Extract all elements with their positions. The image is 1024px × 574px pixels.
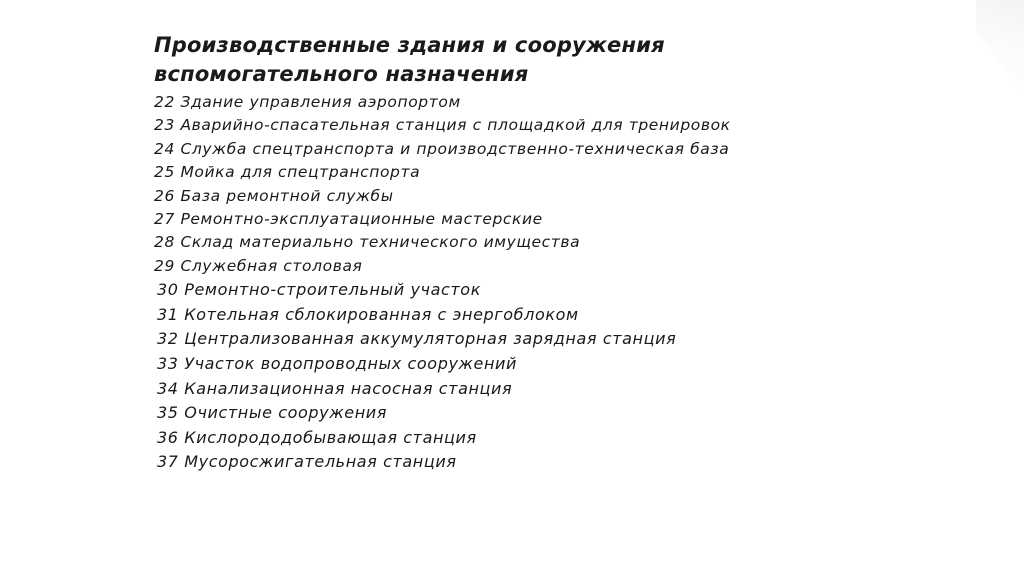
list-item: 23 Аварийно-спасательная станция с площадкой для тренировок: [154, 116, 731, 135]
list-item: 35 Очистные сооружения: [157, 403, 387, 423]
list-item: 34 Канализационная насосная станция: [157, 378, 513, 398]
facility-list: [154, 91, 731, 475]
list-item: 28 Склад материально технического имущества: [154, 233, 581, 252]
page-corner-decoration: [976, 0, 1024, 92]
list-item: 27 Ремонтно-эксплуатационные мастерские: [154, 209, 543, 228]
list-item: 32 Централизованная аккумуляторная зарядная станция: [157, 329, 677, 349]
list-item: 24 Служба спецтранспорта и производственно-техническая база: [154, 139, 730, 158]
list-item: 26 База ремонтной службы: [154, 186, 394, 205]
slide-title: Производственные здания и сооружения вспомогательного назначения: [154, 33, 665, 86]
list-item: 33 Участок водопроводных сооружений: [157, 353, 518, 373]
list-item: 25 Мойка для спецтранспорта: [154, 163, 421, 182]
list-item: 37 Мусоросжигательная станция: [157, 452, 457, 472]
list-item: 29 Служебная столовая: [154, 256, 363, 275]
list-item: 36 Кислорододобывающая станция: [157, 427, 477, 447]
list-item: 30 Ремонтно-строительный участок: [157, 280, 481, 300]
list-item: 31 Котельная сблокированная с энергоблоком: [157, 304, 579, 324]
list-item: 22 Здание управления аэропортом: [154, 93, 461, 111]
